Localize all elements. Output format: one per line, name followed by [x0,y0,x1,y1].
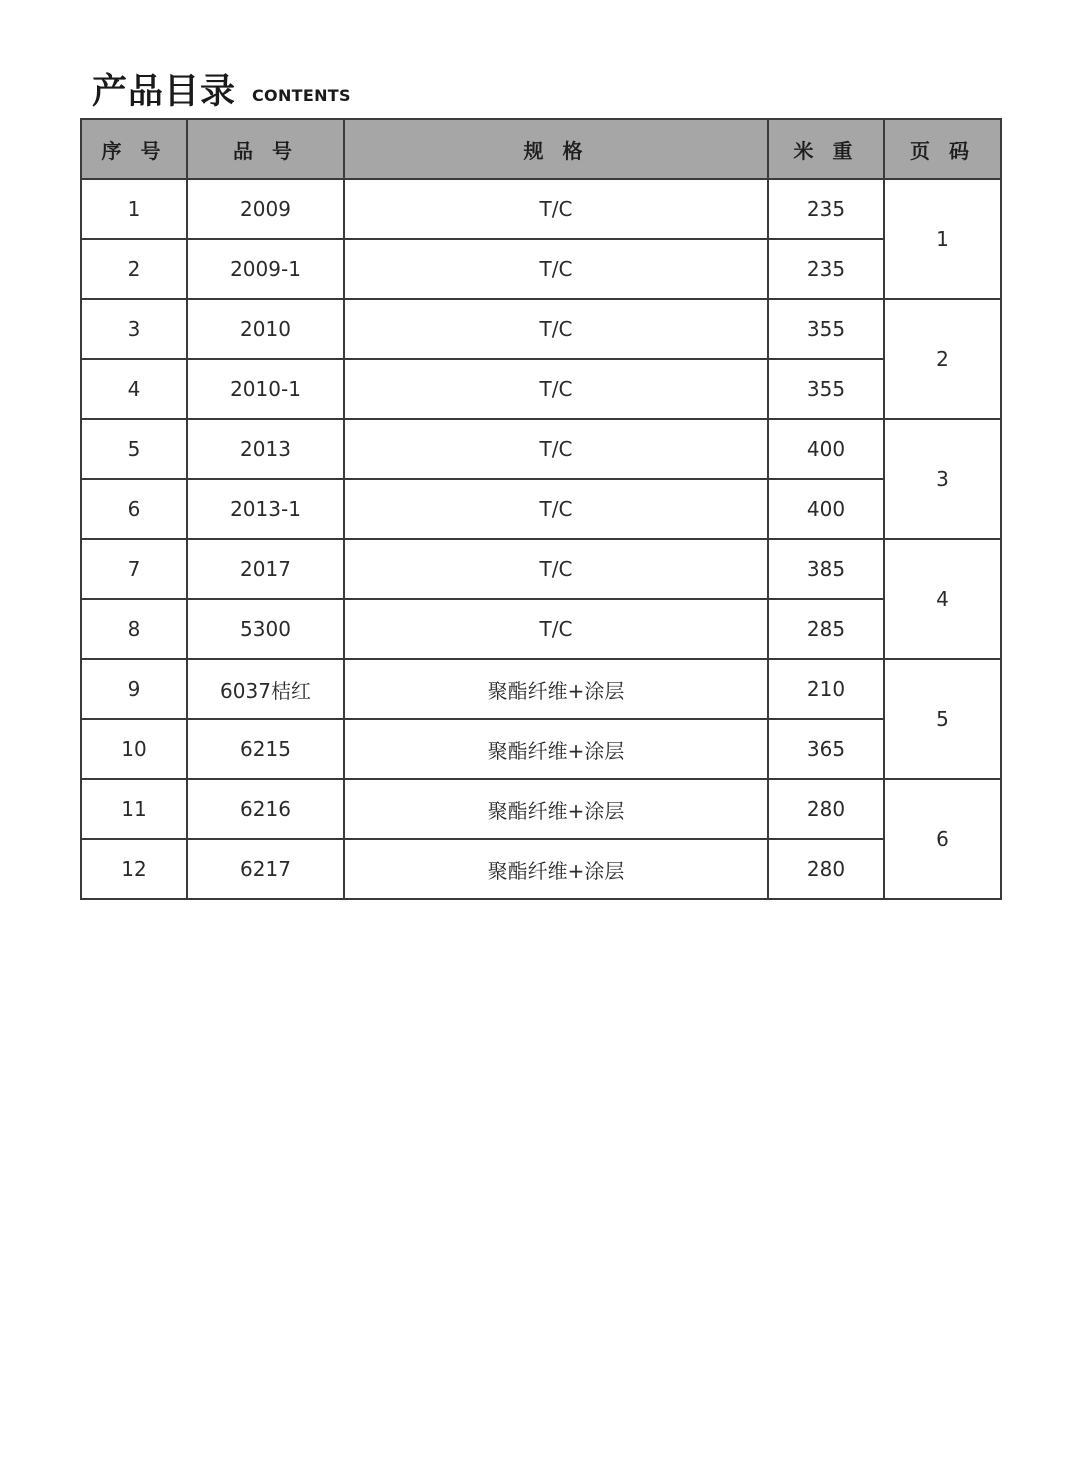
table-header-row [81,119,1001,179]
header-page: 页 码 [884,119,1001,179]
cell-specification: T/C [344,479,768,539]
cell-product-code: 2013 [187,419,344,479]
cell-product-code: 6216 [187,779,344,839]
cell-serial-no: 9 [81,659,187,719]
page-title-block [92,66,351,114]
cell-specification: T/C [344,179,768,239]
cell-specification: 聚酯纤维+涂层 [344,779,768,839]
table-row [81,719,1001,779]
cell-weight: 235 [768,239,884,299]
cell-specification: T/C [344,239,768,299]
table-row [81,659,1001,719]
page-subtitle: CONTENTS [252,86,351,105]
cell-page: 6 [884,779,1001,899]
header-serial-no: 序 号 [81,119,187,179]
table-row [81,299,1001,359]
cell-weight: 280 [768,779,884,839]
cell-specification: T/C [344,359,768,419]
table-row [81,539,1001,599]
cell-product-code: 6215 [187,719,344,779]
cell-product-code: 2013-1 [187,479,344,539]
cell-product-code: 2010-1 [187,359,344,419]
table-row [81,179,1001,239]
cell-weight: 365 [768,719,884,779]
cell-serial-no: 2 [81,239,187,299]
cell-weight: 355 [768,359,884,419]
header-specification: 规 格 [344,119,768,179]
cell-weight: 400 [768,419,884,479]
table-row [81,839,1001,899]
cell-specification: T/C [344,539,768,599]
cell-page: 4 [884,539,1001,659]
product-catalog-table [80,118,1002,900]
cell-serial-no: 10 [81,719,187,779]
cell-weight: 285 [768,599,884,659]
cell-serial-no: 5 [81,419,187,479]
header-product-code: 品 号 [187,119,344,179]
cell-weight: 385 [768,539,884,599]
cell-specification: 聚酯纤维+涂层 [344,719,768,779]
cell-serial-no: 8 [81,599,187,659]
cell-product-code: 2009-1 [187,239,344,299]
cell-serial-no: 11 [81,779,187,839]
cell-product-code: 2010 [187,299,344,359]
cell-specification: T/C [344,299,768,359]
page-title: 产品目录 [92,72,237,112]
cell-page: 5 [884,659,1001,779]
table-row [81,419,1001,479]
cell-product-code: 2009 [187,179,344,239]
cell-product-code: 6217 [187,839,344,899]
cell-serial-no: 7 [81,539,187,599]
table-row [81,359,1001,419]
cell-product-code: 2017 [187,539,344,599]
table-row [81,779,1001,839]
cell-page: 3 [884,419,1001,539]
cell-weight: 280 [768,839,884,899]
cell-specification: 聚酯纤维+涂层 [344,839,768,899]
cell-serial-no: 1 [81,179,187,239]
cell-serial-no: 3 [81,299,187,359]
cell-serial-no: 6 [81,479,187,539]
cell-weight: 210 [768,659,884,719]
cell-serial-no: 12 [81,839,187,899]
cell-weight: 355 [768,299,884,359]
table-row [81,479,1001,539]
cell-product-code: 5300 [187,599,344,659]
cell-serial-no: 4 [81,359,187,419]
cell-product-code: 6037桔红 [187,659,344,719]
header-weight: 米 重 [768,119,884,179]
cell-specification: T/C [344,419,768,479]
table-row [81,599,1001,659]
table-row [81,239,1001,299]
cell-specification: T/C [344,599,768,659]
cell-specification: 聚酯纤维+涂层 [344,659,768,719]
cell-page: 2 [884,299,1001,419]
cell-weight: 400 [768,479,884,539]
cell-page: 1 [884,179,1001,299]
cell-weight: 235 [768,179,884,239]
